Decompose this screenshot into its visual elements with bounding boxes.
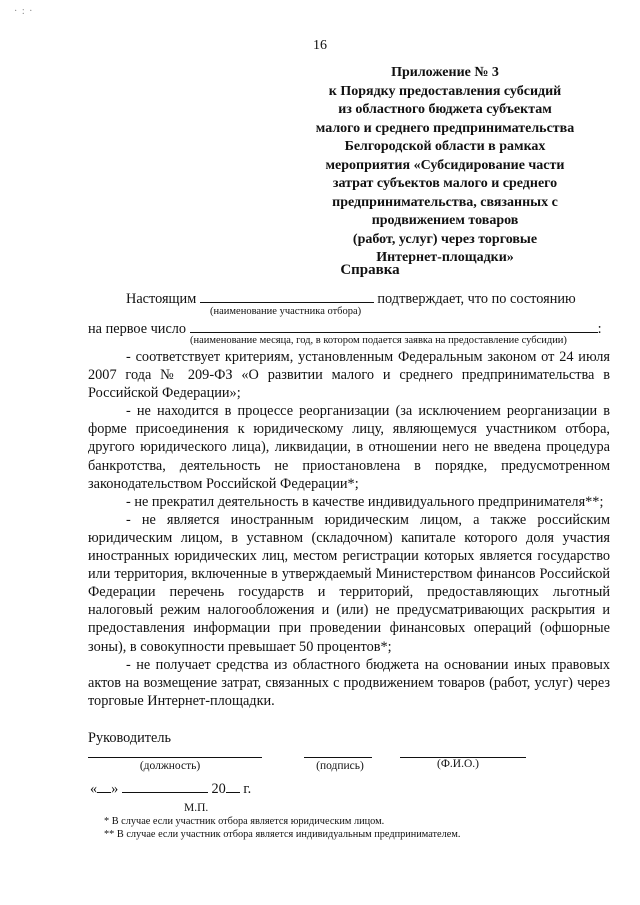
document-title: Справка [340, 262, 400, 278]
day-blank[interactable] [97, 778, 111, 793]
criterion-item: - не является иностранным юридическим лицом, а также российским юридическим лицом, в уставном (складочном) капитале которого доля участия иностранных юридических лиц, местом регистрации которых является государство или территория, включенные в утверждаемый Министерством финансов Российской Федерации перечень государств и территорий, предоставляющих льготный налоговый режим налогообложения и (или) не предусматривающих раскрытия и предоставления информации при проведении финансовых операций (офшорные зоны), в совокупности превышает 50 процентов*; [88, 511, 610, 655]
criteria-list [88, 348, 610, 710]
date-signed-line [90, 778, 251, 798]
participant-name-blank[interactable] [200, 288, 374, 303]
name-caption: (Ф.И.О.) [437, 758, 479, 770]
participant-caption: (наименование участника отбора) [210, 306, 362, 317]
page-number: 16 [313, 38, 327, 53]
scan-artifact: · : · [14, 6, 34, 17]
month-blank[interactable] [122, 778, 208, 793]
date-prefix: на первое число [88, 321, 187, 337]
year-suffix: г. [243, 781, 252, 797]
appendix-line: малого и среднего предпринимательства [315, 120, 575, 136]
stamp-place: М.П. [184, 802, 209, 814]
criterion-item: - не прекратил деятельность в качестве индивидуального предпринимателя**; [126, 493, 604, 510]
position-caption: (должность) [139, 760, 201, 772]
month-year-blank[interactable] [190, 318, 598, 333]
intro-suffix: подтверждает, что по состоянию [377, 291, 576, 307]
year-blank[interactable] [226, 778, 240, 793]
criterion-item: - не получает средства из областного бюджета на основании иных правовых актов на возмещение затрат, связанных с продвижением товаров (работ, услуг) через торговые Интернет-площадки. [88, 656, 610, 709]
criterion-item: - не находится в процессе реорганизации (за исключением реорганизации в форме присоединения к юридическому лицу, являющемуся участником отбора, другого юридического лица), ликвидации, в отношении него не введена процедура банкротства, деятельность не приостановлена в порядке, предусмотренном законодательством Российской Федерации*; [88, 403, 610, 492]
footnote: ** В случае если участник отбора является индивидуальным предпринимателем. [104, 829, 461, 840]
appendix-line: из областного бюджета субъектам [338, 102, 552, 117]
appendix-line: мероприятия «Субсидирование части [325, 157, 565, 173]
year-prefix: 20 [211, 781, 226, 797]
signature-caption: (подпись) [316, 760, 364, 772]
appendix-line: продвижением товаров [371, 213, 519, 228]
appendix-line: затрат субъектов малого и среднего [332, 176, 558, 191]
date-suffix: : [597, 321, 602, 337]
criterion-item: - соответствует критериям, установленным Федеральным законом от 24 июля 2007 года № 209-ФЗ «О развитии малого и среднего предпринимательства в Российской Федерации»; [88, 349, 610, 402]
appendix-line: к Порядку предоставления субсидий [328, 83, 562, 99]
date-close-quote: » [111, 781, 119, 797]
position-line[interactable] [88, 757, 262, 758]
signature-line[interactable] [304, 757, 372, 758]
appendix-line: Белгородской области в рамках [344, 139, 546, 154]
appendix-line: предпринимательства, связанных с [332, 194, 558, 210]
footnote: * В случае если участник отбора является юридическим лицом. [104, 816, 385, 827]
date-open-quote: « [90, 781, 98, 797]
intro-line [126, 288, 576, 308]
date-caption: (наименование месяца, год, в котором подается заявка на предоставление субсидии) [190, 335, 567, 346]
head-label: Руководитель [88, 730, 172, 746]
appendix-header [300, 64, 590, 268]
appendix-line: Интернет-площадки» [376, 250, 514, 265]
appendix-line: (работ, услуг) через торговые [352, 231, 538, 247]
intro-prefix: Настоящим [126, 291, 197, 307]
appendix-line: Приложение № 3 [391, 65, 499, 80]
